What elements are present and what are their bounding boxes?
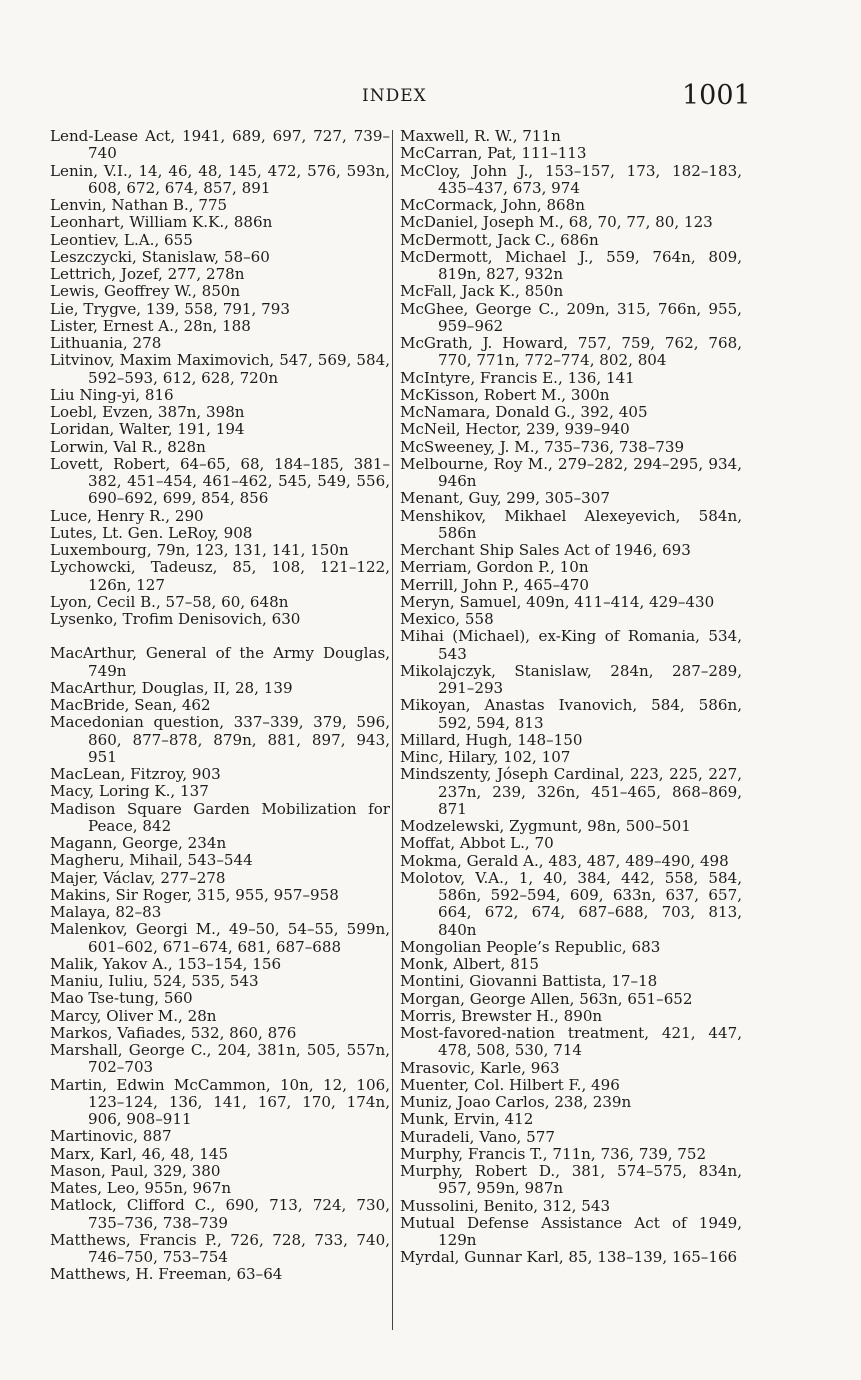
index-entry: Matthews, Francis P., 726, 728, 733, 740, 746–750, 753–754 [50,1230,390,1266]
index-column-right [400,128,742,1267]
index-entry: Monk, Albert, 815 [400,955,540,973]
index-entry: Mihai (Michael), ex-King of Romania, 534, 543 [400,627,742,663]
index-entry: Lend-Lease Act, 1941, 689, 697, 727, 739–740 [50,127,390,163]
running-head-title: INDEX [362,86,427,106]
index-entry: Lovett, Robert, 64–65, 68, 184–185, 381–382, 451–454, 461–462, 545, 549, 556, 690–692, 699, 854, 856 [50,454,390,508]
index-entry: Liu Ning-yi, 816 [50,385,174,404]
index-entry: McCarran, Pat, 111–113 [400,144,587,163]
index-entry: Menant, Guy, 299, 305–307 [400,489,610,508]
index-entry: Litvinov, Maxim Maximovich, 547, 569, 584, 592–593, 612, 628, 720n [50,351,390,387]
index-entry: Merriam, Gordon P., 10n [400,558,589,577]
index-entry: Mussolini, Benito, 312, 543 [400,1196,611,1215]
index-entry: McDermott, Jack C., 686n [400,230,599,249]
index-entry: Markos, Vafiades, 532, 860, 876 [50,1023,297,1042]
index-entry: McIntyre, Francis E., 136, 141 [400,368,635,387]
index-entry: Loebl, Evzen, 387n, 398n [50,403,245,421]
index-entry: Luce, Henry R., 290 [50,506,204,525]
index-column-left [50,128,390,1284]
index-entry: MacLean, Fitzroy, 903 [50,765,221,783]
index-entry: McDermott, Michael J., 559, 764n, 809, 819n, 827, 932n [400,247,742,283]
index-entry: Leontiev, L.A., 655 [50,230,193,249]
index-entry: Makins, Sir Roger, 315, 955, 957–958 [50,885,339,904]
index-entry: Matthews, H. Freeman, 63–64 [50,1265,283,1284]
index-entry: Matlock, Clifford C., 690, 713, 724, 730, 735–736, 738–739 [50,1196,390,1232]
index-entry: Martinovic, 887 [50,1127,172,1146]
index-entry: Muradeli, Vano, 577 [400,1127,555,1146]
index-entry: Majer, Václav, 277–278 [50,868,226,887]
index-entry: McGrath, J. Howard, 757, 759, 762, 768, 770, 771n, 772–774, 802, 804 [400,334,742,370]
index-entry: McDaniel, Joseph M., 68, 70, 77, 80, 123 [400,213,713,232]
index-entry: Loridan, Walter, 191, 194 [50,420,245,439]
index-entry: MacBride, Sean, 462 [50,696,211,714]
index-entry: Lettrich, Jozef, 277, 278n [50,265,245,283]
index-entry: McGhee, George C., 209n, 315, 766n, 955, 959–962 [400,299,742,335]
section-gap [50,628,390,645]
index-entry: Montini, Giovanni Battista, 17–18 [400,972,658,991]
index-entry: Morgan, George Allen, 563n, 651–652 [400,989,693,1008]
index-entry: Mokma, Gerald A., 483, 487, 489–490, 498 [400,851,729,870]
index-entry: Leszczycki, Stanislaw, 58–60 [50,247,270,266]
index-entry: McCloy, John J., 153–157, 173, 182–183, 435–437, 673, 974 [400,161,742,197]
index-entry: Merrill, John P., 465–470 [400,575,589,594]
index-entry: Magheru, Mihail, 543–544 [50,851,253,870]
index-entry: McNamara, Donald G., 392, 405 [400,403,648,421]
index-entry: Martin, Edwin McCammon, 10n, 12, 106, 123–124, 136, 141, 167, 170, 174n, 906, 908–911 [50,1075,390,1128]
index-entry: Maxwell, R. W., 711n [400,127,561,145]
page-number: 1001 [682,80,751,111]
index-entry: McNeil, Hector, 239, 939–940 [400,420,630,439]
index-entry: Macy, Loring K., 137 [50,782,209,801]
index-entry: McFall, Jack K., 850n [400,282,564,301]
index-entry: Morris, Brewster H., 890n [400,1006,603,1025]
index-entry: Myrdal, Gunnar Karl, 85, 138–139, 165–166 [400,1248,738,1267]
index-entry: Mongolian People’s Republic, 683 [400,937,661,956]
index-entry: Lutes, Lt. Gen. LeRoy, 908 [50,523,253,542]
index-entry: McKisson, Robert M., 300n [400,385,610,404]
index-entry: Madison Square Garden Mobilization for Peace, 842 [50,799,390,835]
index-entry: Murphy, Robert D., 381, 574–575, 834n, 957, 959n, 987n [400,1162,742,1198]
index-entry: Melbourne, Roy M., 279–282, 294–295, 934, 946n [400,454,742,490]
index-entry: Mates, Leo, 955n, 967n [50,1179,232,1197]
index-entry: Most-favored-nation treatment, 421, 447, 478, 508, 530, 714 [400,1024,742,1060]
index-entry: Mikolajczyk, Stanislaw, 284n, 287–289, 291–293 [400,661,742,697]
index-entry: Mrasovic, Karle, 963 [400,1058,560,1077]
index-entry: Magann, George, 234n [50,834,227,852]
index-entry: Lie, Trygve, 139, 558, 791, 793 [50,299,290,318]
index-entry: Merchant Ship Sales Act of 1946, 693 [400,541,691,559]
index-entry: Lenvin, Nathan B., 775 [50,196,228,214]
index-entry: Muenter, Col. Hilbert F., 496 [400,1075,620,1094]
column-divider [392,130,393,1330]
index-entry: Meryn, Samuel, 409n, 411–414, 429–430 [400,592,715,611]
index-entry: Moffat, Abbot L., 70 [400,834,554,853]
index-entry: McCormack, John, 868n [400,196,585,214]
index-entry: Malenkov, Georgi M., 49–50, 54–55, 599n, 601–602, 671–674, 681, 687–688 [50,920,390,956]
index-entry: Minc, Hilary, 102, 107 [400,748,571,766]
index-entry: Malaya, 82–83 [50,903,162,921]
index-entry: Menshikov, Mikhael Alexeyevich, 584n, 586n [400,506,742,542]
index-entry: Marcy, Oliver M., 28n [50,1006,217,1025]
index-entry: Millard, Hugh, 148–150 [400,730,583,749]
index-entry: Marshall, George C., 204, 381n, 505, 557n, 702–703 [50,1041,390,1077]
index-entry: Lister, Ernest A., 28n, 188 [50,316,251,335]
index-entry: Leonhart, William K.K., 886n [50,213,273,232]
index-entry: Mason, Paul, 329, 380 [50,1161,221,1180]
index-entry: Malik, Yakov A., 153–154, 156 [50,954,282,973]
index-entry: Luxembourg, 79n, 123, 131, 141, 150n [50,541,349,559]
index-entry: MacArthur, Douglas, II, 28, 139 [50,678,293,697]
page-header [0,80,861,120]
index-entry: Munk, Ervin, 412 [400,1110,534,1129]
index-entry: MacArthur, General of the Army Douglas, 749n [50,644,390,680]
index-entry: Lenin, V.I., 14, 46, 48, 145, 472, 576, 593n, 608, 672, 674, 857, 891 [50,161,390,197]
index-entry: Lysenko, Trofim Denisovich, 630 [50,610,301,628]
index-entry: Modzelewski, Zygmunt, 98n, 500–501 [400,817,691,835]
index-entry: Mutual Defense Assistance Act of 1949, 129n [400,1213,742,1249]
index-entry: Lychowcki, Tadeusz, 85, 108, 121–122, 126n, 127 [50,558,390,594]
index-entry: Muniz, Joao Carlos, 238, 239n [400,1093,632,1111]
index-entry: Lyon, Cecil B., 57–58, 60, 648n [50,592,289,611]
index-entry: Marx, Karl, 46, 48, 145 [50,1144,229,1163]
index-entry: Mexico, 558 [400,610,494,628]
index-entry: Mindszenty, Jóseph Cardinal, 223, 225, 227, 237n, 239, 326n, 451–465, 868–869, 871 [400,765,742,818]
index-entry: McSweeney, J. M., 735–736, 738–739 [400,437,685,456]
index-entry: Mikoyan, Anastas Ivanovich, 584, 586n, 592, 594, 813 [400,696,742,732]
index-entry: Molotov, V.A., 1, 40, 384, 442, 558, 584, 586n, 592–594, 609, 633n, 637, 657, 664, 672, 674, 687–688, 703, 813, 840n [400,868,742,939]
index-entry: Mao Tse-tung, 560 [50,989,193,1008]
index-entry: Macedonian question, 337–339, 379, 596, 860, 877–878, 879n, 881, 897, 943, 951 [50,713,390,766]
index-entry: Murphy, Francis T., 711n, 736, 739, 752 [400,1144,707,1163]
index-entry: Lewis, Geoffrey W., 850n [50,282,241,301]
index-entry: Lorwin, Val R., 828n [50,437,206,456]
index-entry: Maniu, Iuliu, 524, 535, 543 [50,972,259,990]
index-entry: Lithuania, 278 [50,334,162,352]
